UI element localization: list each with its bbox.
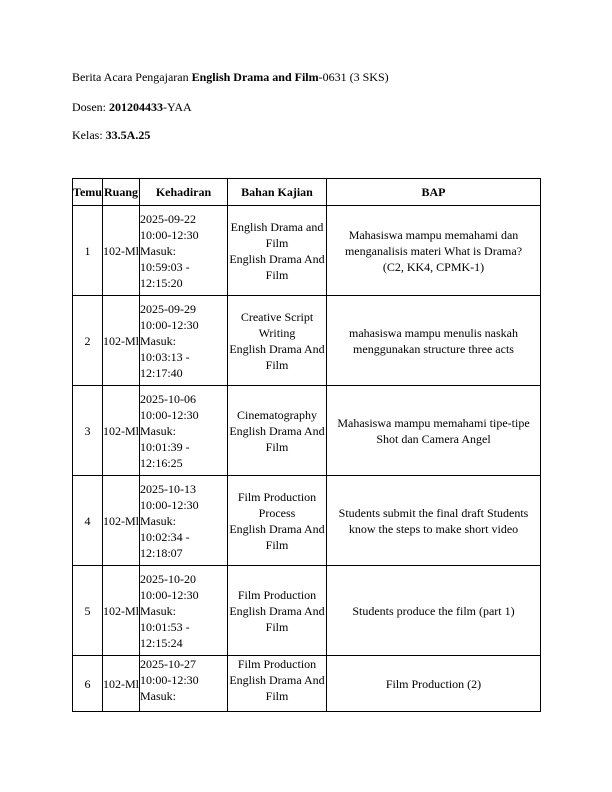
cell-temu: 5 [73,566,103,656]
cell-bap [327,386,541,476]
cell-temu: 1 [73,206,103,296]
table-header-row [73,179,541,206]
title-prefix: Berita Acara Pengajaran [72,70,192,84]
kehadiran-line: 12:16:25 [140,455,183,470]
bap-text: Mahasiswa mampu memahami dan menganalisis materi What is Drama? (C2, KK4, CPMK-1) [344,227,523,274]
cell-temu: 4 [73,476,103,566]
course-name: English Drama and Film [191,70,319,84]
document-title [72,70,389,85]
kehadiran-line: Masuk: [140,423,176,438]
kehadiran-line: Masuk: [140,603,176,618]
bahan-line: Film Production Process [237,489,317,520]
kehadiran-line: 2025-09-22 [140,211,196,226]
bahan-line: English Drama And Film [229,603,325,634]
cell-kehadiran [140,476,228,566]
kehadiran-line: 2025-09-29 [140,301,196,316]
kelas-label: Kelas: [72,128,106,142]
kehadiran-line: Masuk: [140,513,176,528]
kehadiran-line: 12:15:24 [140,635,183,650]
kehadiran-line: 10:02:34 - [140,529,190,544]
cell-bahan-kajian [228,656,327,712]
cell-bahan-kajian [228,296,327,386]
kehadiran-line: 10:59:03 - [140,259,190,274]
table-row [73,206,541,296]
kehadiran-line: 10:01:53 - [140,619,190,634]
cell-ruang: 102-Ml [103,296,140,386]
kehadiran-line: 2025-10-13 [140,481,196,496]
dosen-line [72,100,192,115]
cell-temu: 2 [73,296,103,386]
cell-temu: 3 [73,386,103,476]
bap-text: mahasiswa mampu menulis naskah menggunakan structure three acts [349,325,518,356]
cell-bahan-kajian [228,386,327,476]
bahan-line: English Drama And Film [229,341,325,372]
cell-bahan-kajian [228,476,327,566]
table-row [73,386,541,476]
table-row [73,296,541,386]
cell-bap [327,296,541,386]
bap-text: Mahasiswa mampu memahami tipe-tipe Shot dan Camera Angel [337,415,530,446]
col-header-bap: BAP [327,179,541,206]
table-row [73,476,541,566]
kehadiran-line: 2025-10-27 [140,657,196,671]
kehadiran-line: 2025-10-06 [140,391,196,406]
bahan-line: Film Production [237,587,317,602]
kehadiran-line: 10:00-12:30 [140,227,199,242]
table-body [73,206,541,712]
dosen-label: Dosen: [72,100,109,114]
bahan-line: Creative Script Writing [240,309,314,340]
attendance-table [72,178,541,712]
col-header-kehadiran: Kehadiran [140,179,228,206]
bap-text: Students produce the film (part 1) [352,603,515,618]
kehadiran-line: Masuk: [140,333,176,348]
cell-kehadiran [140,566,228,656]
cell-ruang: 102-Ml [103,386,140,476]
cell-kehadiran [140,206,228,296]
cell-ruang: 102-Ml [103,476,140,566]
dosen-suffix: -YAA [163,100,192,114]
kehadiran-line: 10:00-12:30 [140,497,199,512]
table-row [73,566,541,656]
cell-temu: 6 [73,656,103,712]
bahan-line: English Drama and Film [230,219,324,250]
cell-bahan-kajian [228,566,327,656]
cell-ruang: 102-Ml [103,206,140,296]
cell-kehadiran [140,296,228,386]
kehadiran-line: Masuk: [140,243,176,258]
table-row [73,656,541,712]
kehadiran-line: 12:17:40 [140,365,183,380]
col-header-bahan-kajian: Bahan Kajian [228,179,327,206]
bap-text: Students submit the final draft Students know the steps to make short video [338,505,529,536]
kehadiran-line: 10:01:39 - [140,439,190,454]
kelas-line [72,128,150,143]
cell-kehadiran [140,656,228,712]
bahan-line: English Drama And Film [229,521,325,552]
bahan-line: Film Production [237,657,317,671]
kehadiran-line: Masuk: [140,689,176,703]
kehadiran-line: 12:15:20 [140,275,183,290]
dosen-id: 201204433 [109,100,163,114]
cell-ruang: 102-Ml [103,656,140,712]
kehadiran-line: 10:00-12:30 [140,587,199,602]
bahan-line: Cinematography [237,407,317,422]
cell-bap [327,656,541,712]
cell-bap [327,476,541,566]
kehadiran-line: 2025-10-20 [140,571,196,586]
kehadiran-line: 10:03:13 - [140,349,190,364]
cell-bap [327,566,541,656]
kehadiran-line: 12:18:07 [140,545,183,560]
course-suffix: -0631 (3 SKS) [318,70,389,84]
bahan-line: English Drama And Film [229,423,325,454]
cell-kehadiran [140,386,228,476]
kehadiran-line: 10:00-12:30 [140,317,199,332]
bap-text: Film Production (2) [385,676,482,691]
kelas-value: 33.5A.25 [105,128,151,142]
cell-bap [327,206,541,296]
col-header-ruang: Ruang [103,179,140,206]
kehadiran-line: 10:00-12:30 [140,673,199,687]
cell-ruang: 102-Ml [103,566,140,656]
kehadiran-line: 10:00-12:30 [140,407,199,422]
bahan-line: English Drama And Film [229,673,325,703]
col-header-temu: Temu [73,179,103,206]
cell-bahan-kajian [228,206,327,296]
bahan-line: English Drama And Film [229,251,325,282]
